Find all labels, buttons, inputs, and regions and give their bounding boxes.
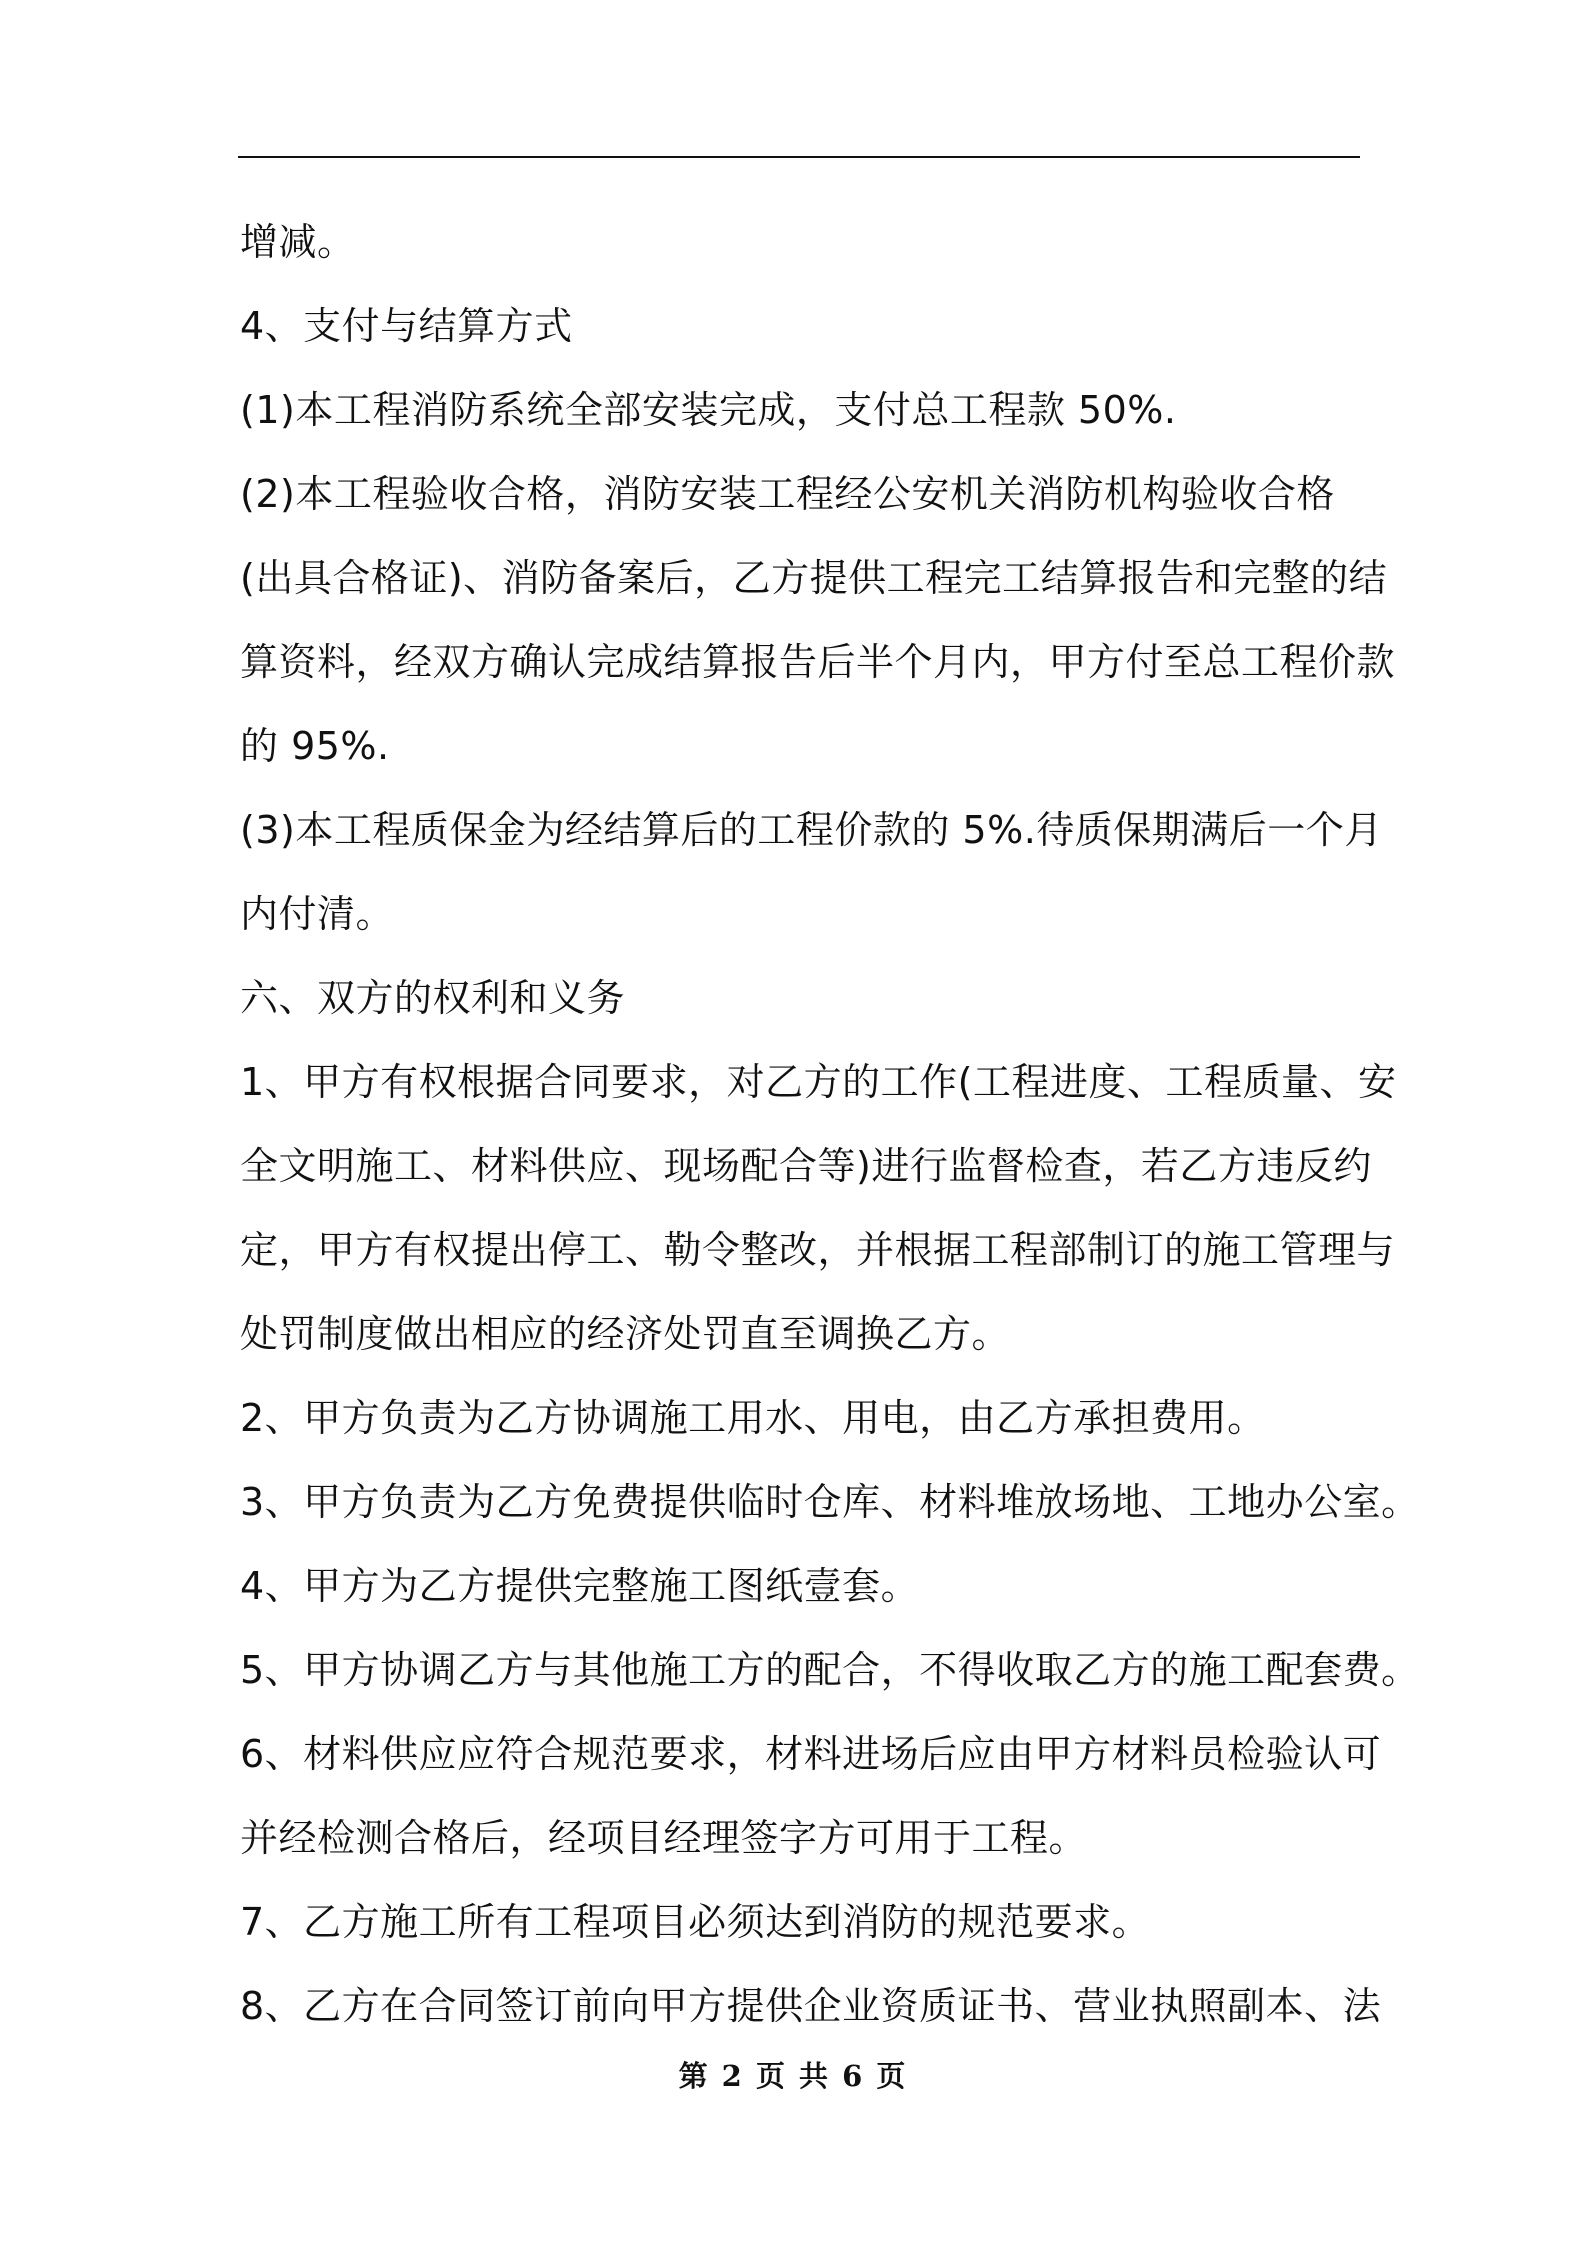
header-divider: [238, 156, 1360, 158]
text-line: (1)本工程消防系统全部安装完成，支付总工程款 50%.: [240, 388, 1177, 432]
text-line: 算资料，经双方确认完成结算报告后半个月内，甲方付至总工程价款: [240, 640, 1396, 684]
text-line: 6、材料供应应符合规范要求，材料进场后应由甲方材料员检验认可: [240, 1732, 1382, 1776]
text-line: 1、甲方有权根据合同要求，对乙方的工作(工程进度、工程质量、安: [240, 1060, 1397, 1104]
section-heading: 4、支付与结算方式: [240, 304, 573, 348]
text-line: (3)本工程质保金为经结算后的工程价款的 5%.待质保期满后一个月: [240, 808, 1383, 852]
text-line: 3、甲方负责为乙方免费提供临时仓库、材料堆放场地、工地办公室。: [240, 1480, 1420, 1524]
text-line: 4、甲方为乙方提供完整施工图纸壹套。: [240, 1564, 920, 1608]
text-line: 定，甲方有权提出停工、勒令整改，并根据工程部制订的施工管理与: [240, 1228, 1396, 1272]
text-line: 的 95%.: [240, 724, 390, 768]
page-number: 第 2 页 共 6 页: [678, 2059, 908, 2093]
text-line: 内付清。: [240, 892, 395, 936]
text-line: 全文明施工、材料供应、现场配合等)进行监督检查，若乙方违反约: [240, 1144, 1372, 1188]
text-line: (2)本工程验收合格，消防安装工程经公安机关消防机构验收合格: [240, 472, 1335, 516]
text-line: 8、乙方在合同签订前向甲方提供企业资质证书、营业执照副本、法: [240, 1984, 1382, 2028]
section-heading: 六、双方的权利和义务: [240, 976, 626, 1020]
text-line: 2、甲方负责为乙方协调施工用水、用电，由乙方承担费用。: [240, 1396, 1266, 1440]
text-line: 并经检测合格后，经项目经理签字方可用于工程。: [240, 1816, 1088, 1860]
text-line: 处罚制度做出相应的经济处罚直至调换乙方。: [240, 1312, 1011, 1356]
text-line: 增减。: [240, 220, 356, 264]
text-line: 7、乙方施工所有工程项目必须达到消防的规范要求。: [240, 1900, 1151, 1944]
text-line: (出具合格证)、消防备案后，乙方提供工程完工结算报告和完整的结: [240, 556, 1388, 600]
document-body: [240, 200, 1420, 2048]
text-line: 5、甲方协调乙方与其他施工方的配合，不得收取乙方的施工配套费。: [240, 1648, 1420, 1692]
